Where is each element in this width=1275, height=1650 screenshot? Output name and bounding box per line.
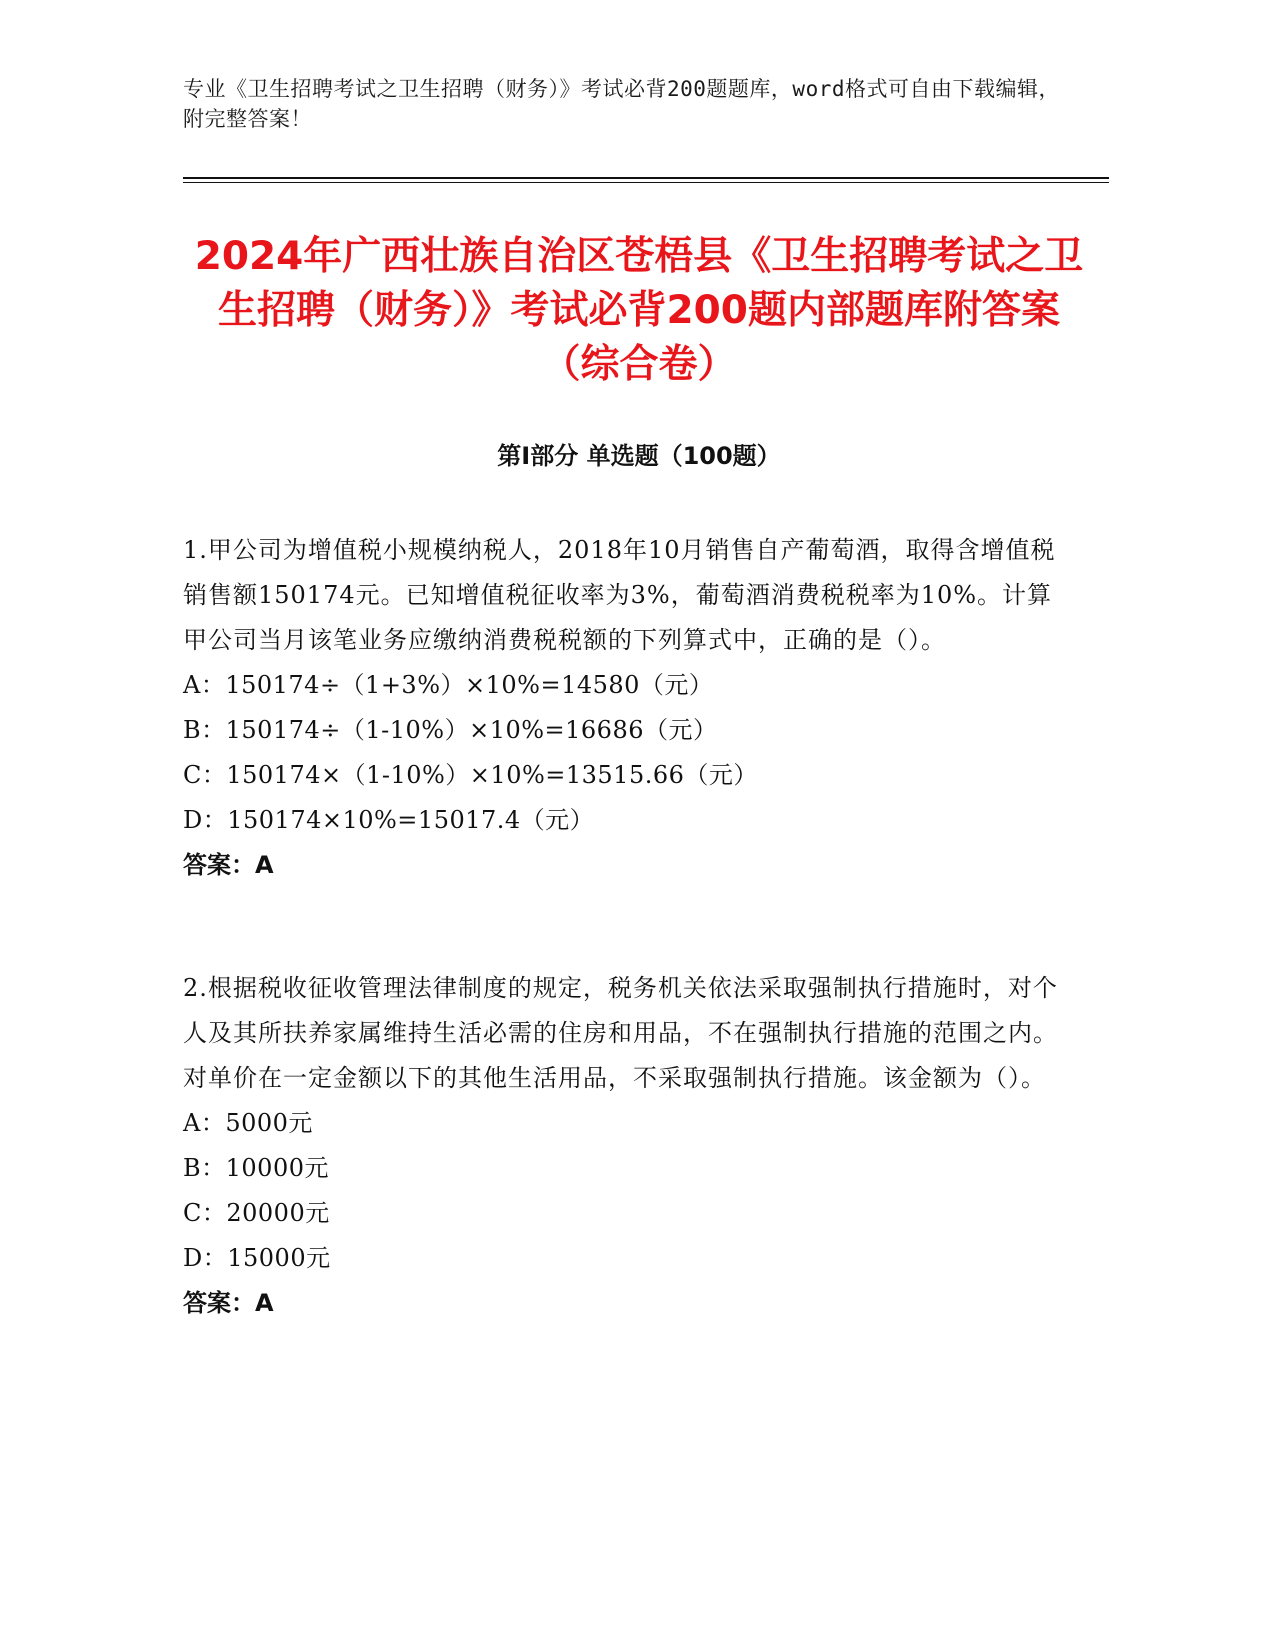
option-b: B：150174÷（1-10%）×10%=16686（元） (183, 716, 718, 744)
question-1 (183, 528, 1063, 888)
answer-label: 答案：A (183, 1289, 274, 1317)
option-d: D：150174×10%=15017.4（元） (183, 806, 595, 834)
document-title: 2024年广西壮族自治区苍梧县《卫生招聘考试之卫生招聘（财务）》考试必背200题内部题库附答案（综合卷） (194, 234, 1084, 387)
option-a: A：5000元 (183, 1109, 313, 1137)
answer-label: 答案：A (183, 851, 274, 879)
option-c: C：20000元 (183, 1199, 330, 1227)
question-stem: 1.甲公司为增值税小规模纳税人，2018年10月销售自产葡萄酒，取得含增值税销售额150174元。已知增值税征收率为3%，葡萄酒消费税税率为10%。计算甲公司当月该笔业务应缴纳消费税税额的下列算式中，正确的是（）。 (183, 536, 1056, 654)
option-d: D：15000元 (183, 1244, 331, 1272)
question-2 (183, 966, 1063, 1326)
header-note: 专业《卫生招聘考试之卫生招聘（财务）》考试必背200题题库，word格式可自由下载编辑，附完整答案！ (183, 77, 1060, 131)
header-divider-thick (183, 177, 1109, 179)
question-stem: 2.根据税收征收管理法律制度的规定，税务机关依法采取强制执行措施时，对个人及其所扶养家属维持生活必需的住房和用品，不在强制执行措施的范围之内。对单价在一定金额以下的其他生活用品，不采取强制执行措施。该金额为（）。 (183, 974, 1058, 1092)
header-divider-thin (183, 182, 1109, 183)
option-a: A：150174÷（1+3%）×10%=14580（元） (183, 671, 714, 699)
option-c: C：150174×（1-10%）×10%=13515.66（元） (183, 761, 758, 789)
option-b: B：10000元 (183, 1154, 329, 1182)
section-heading: 第I部分 单选题（100题） (497, 442, 781, 470)
